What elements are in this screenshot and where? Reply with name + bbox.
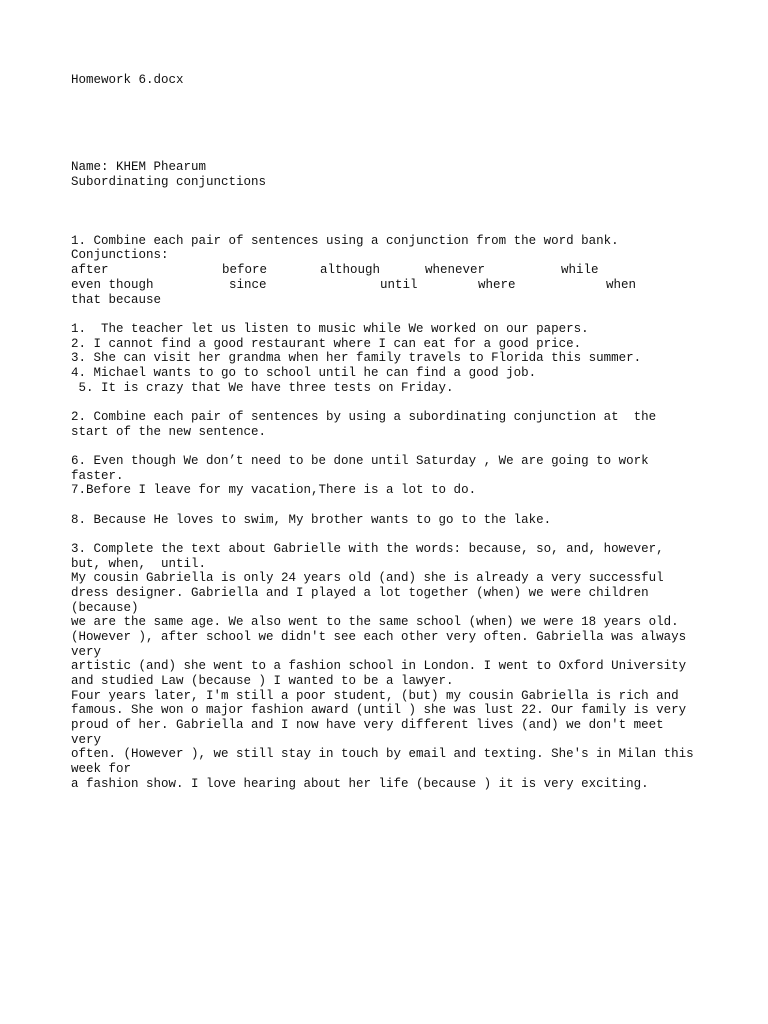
section1-answer: 1. The teacher let us listen to music while We worked on our papers. (71, 322, 589, 336)
section2-instruction: start of the new sentence. (71, 425, 267, 439)
section3-text-line: (because) (71, 601, 139, 615)
section3-text-line: proud of her. Gabriella and I now have very different lives (and) we don't meet (71, 718, 664, 732)
word-bank-word: since (229, 278, 267, 292)
section1-answer: 5. It is crazy that We have three tests on Friday. (71, 381, 454, 395)
section2-answer: 6. Even though We don’t need to be done until Saturday , We are going to work (71, 454, 649, 468)
assignment-topic: Subordinating conjunctions (71, 175, 267, 189)
section3-text-line: dress designer. Gabriella and I played a lot together (when) we were children (71, 586, 649, 600)
word-bank-word: until (380, 278, 418, 292)
section2-answer: 8. Because He loves to swim, My brother wants to go to the lake. (71, 513, 552, 527)
section1-answer: 3. She can visit her grandma when her family travels to Florida this summer. (71, 351, 642, 365)
section3-text-line: very (71, 645, 102, 659)
section2-instruction: 2. Combine each pair of sentences by using a subordinating conjunction at the (71, 410, 657, 424)
word-bank-word: where (478, 278, 516, 292)
word-bank-word: when (606, 278, 637, 292)
section1-instruction: 1. Combine each pair of sentences using a conjunction from the word bank. (71, 234, 619, 248)
section3-text-line: we are the same age. We also went to the same school (when) we were 18 years old. (71, 615, 679, 629)
section3-text-line: often. (However ), we still stay in touch by email and texting. She's in Milan this (71, 747, 694, 761)
word-bank-row-1 (0, 263, 768, 278)
section3-instruction: but, when, until. (71, 557, 207, 571)
word-bank-row-3: that because (71, 293, 162, 307)
section3-text-line: a fashion show. I love hearing about her life (because ) it is very exciting. (71, 777, 649, 791)
word-bank-label: Conjunctions: (71, 248, 169, 262)
section3-text-line: week for (71, 762, 132, 776)
word-bank-word: even though (71, 278, 154, 292)
word-bank-word: after (71, 263, 109, 277)
document-filename: Homework 6.docx (71, 73, 184, 87)
word-bank-row-2 (0, 278, 768, 293)
section3-text-line: famous. She won o major fashion award (until ) she was lust 22. Our family is very (71, 703, 687, 717)
section3-text-line: artistic (and) she went to a fashion school in London. I went to Oxford University (71, 659, 687, 673)
section3-text-line: and studied Law (because ) I wanted to be a lawyer. (71, 674, 454, 688)
word-bank-word: while (561, 263, 599, 277)
section3-text-line: very (71, 733, 102, 747)
section3-text-line: My cousin Gabriella is only 24 years old (and) she is already a very successful (71, 571, 664, 585)
section1-answer: 4. Michael wants to go to school until he can find a good job. (71, 366, 537, 380)
section2-answer: 7.Before I leave for my vacation,There is a lot to do. (71, 483, 477, 497)
section3-text-line: (However ), after school we didn't see each other very often. Gabriella was always (71, 630, 687, 644)
word-bank-word: although (320, 263, 381, 277)
section1-answer: 2. I cannot find a good restaurant where I can eat for a good price. (71, 337, 582, 351)
word-bank-word: whenever (425, 263, 486, 277)
section3-text-line: Four years later, I'm still a poor student, (but) my cousin Gabriella is rich and (71, 689, 679, 703)
student-name: Name: KHEM Phearum (71, 160, 207, 174)
section2-answer: faster. (71, 469, 124, 483)
section3-instruction: 3. Complete the text about Gabrielle with the words: because, so, and, however, (71, 542, 664, 556)
word-bank-word: before (222, 263, 268, 277)
